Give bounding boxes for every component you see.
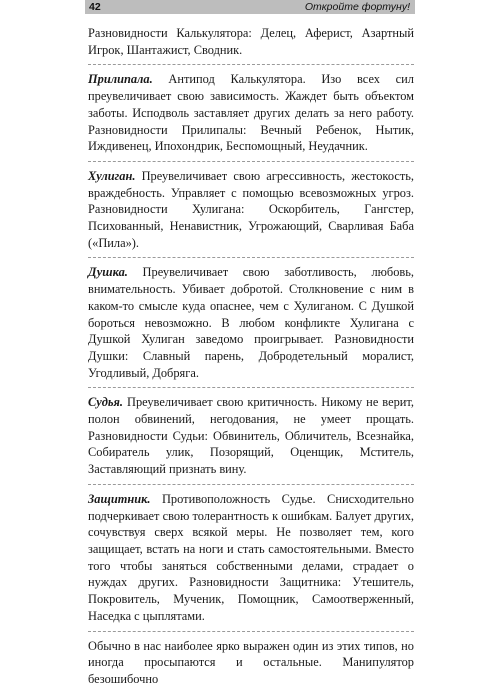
paragraph-text: Разновидности Калькулятора: Делец, Аферист, Азартный Игрок, Шантажист, Сводник. bbox=[88, 26, 414, 57]
paragraph-text: Преувеличивает свою заботливость, любовь, внимательность. Убивает добротой. Столкновение с ним в каком-то смысле куда опаснее, чем с Хулиганом. С Душкой бороться невозможно. В любом конфликте Хулигана с Душкой Хулиган заведомо проигрывает. Разновидности Душки: Славный парень, Добродетельный моралист, Угодливый, Добряга. bbox=[88, 265, 414, 380]
paragraph-calculator-varieties bbox=[88, 25, 414, 64]
paragraph-huligan bbox=[88, 162, 414, 258]
paragraph-prilipala bbox=[88, 65, 414, 161]
paragraph-dushka bbox=[88, 258, 414, 387]
paragraph-text: Антипод Калькулятора. Изо всех сил преувеличивает свою зависимость. Жаждет быть объектом заботы. Исподволь заставляет других делать за него работу. Разновидности Прилипалы: Вечный Ребенок, Нытик, Иждивенец, Ипохондрик, Беспомощный, Неудачник. bbox=[88, 72, 414, 154]
term-zashchitnik: Защитник. bbox=[88, 491, 151, 506]
term-sudya: Судья. bbox=[88, 395, 124, 410]
page-number: 42 bbox=[89, 1, 101, 13]
paragraph-zashchitnik bbox=[88, 485, 414, 631]
running-header bbox=[85, 0, 415, 14]
paragraph-text: Преувеличивает свою критичность. Никому не верит, полон обвинений, негодования, не умеет прощать. Разновидности Судьи: Обвинитель, Обличитель, Всезнайка, Собиратель улик, Позорящий, Оценщик, Мститель, Заставляющий признать вину. bbox=[88, 395, 414, 477]
term-dushka: Душка. bbox=[88, 265, 128, 280]
term-prilipala: Прилипала. bbox=[88, 72, 153, 87]
paragraph-summary bbox=[88, 632, 414, 694]
running-title: Откройте фортуну! bbox=[304, 1, 410, 13]
paragraph-text: Обычно в нас наиболее ярко выражен один из этих типов, но иногда просыпаются и остальные. Манипулятор безошибочно bbox=[88, 638, 414, 686]
term-huligan: Хулиган. bbox=[88, 168, 136, 183]
paragraph-text: Преувеличивает свою агрессивность, жестокость, враждебность. Управляет с помощью всевозможных угроз. Разновидности Хулигана: Оскорбитель, Гангстер, Психованный, Ненавистник, Угрожающий, Сварливая Баба («Пила»). bbox=[88, 168, 414, 250]
page-body bbox=[88, 25, 414, 694]
paragraph-sudya bbox=[88, 388, 414, 484]
paragraph-text: Противоположность Судье. Снисходительно подчеркивает свою толерантность к ошибкам. Балует других, сочувствуя сверх всякой меры. Не позволяет тем, кого защищает, встать на ноги и стать самостоятельными. Вместо того чтобы заняться собственными делами, страдает о нуждах других. Разновидности Защитника: Утешитель, Покровитель, Мученик, Помощник, Самоотверженный, Наседка с цыплятами. bbox=[88, 491, 414, 623]
